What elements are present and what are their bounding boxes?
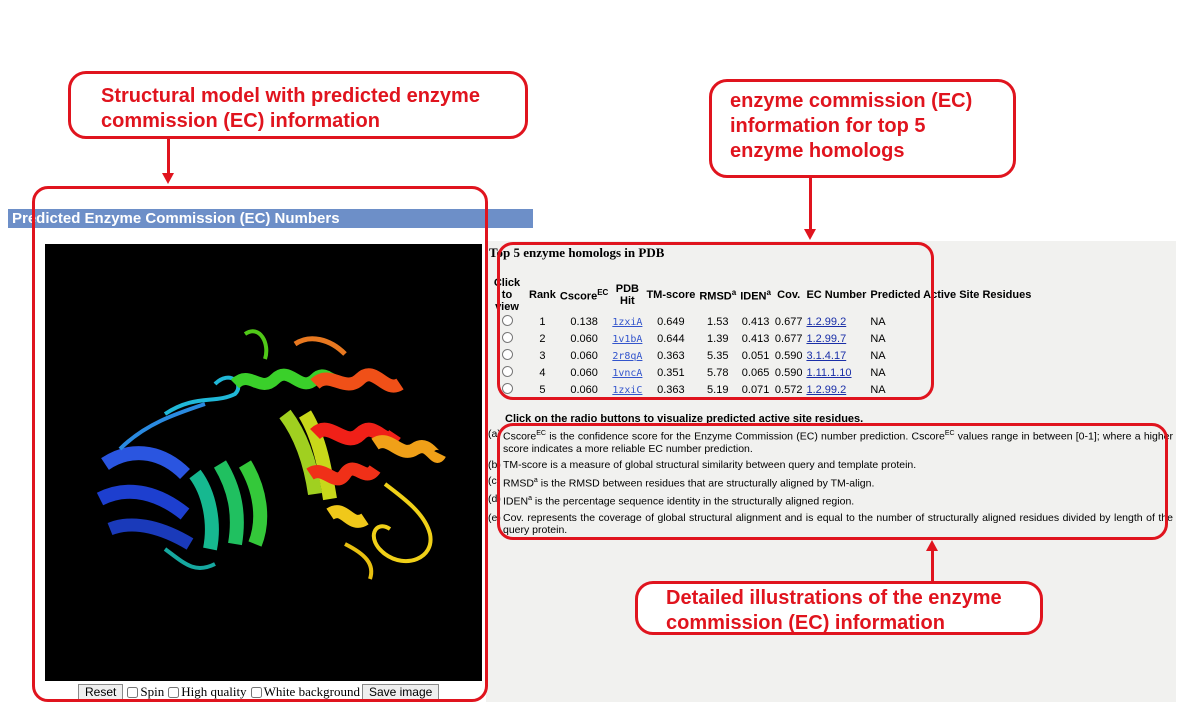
rmsd-cell: 5.19 [707, 383, 729, 396]
tm-score-cell: 0.644 [657, 332, 685, 345]
rank-cell: 4 [539, 366, 546, 379]
cov-cell: 0.590 [774, 366, 803, 379]
cov-cell: 0.590 [774, 349, 803, 362]
footnote-mark: (e) [488, 511, 501, 524]
cov-cell: 0.677 [774, 315, 803, 328]
ec-number-link[interactable]: 1.11.1.10 [806, 366, 852, 379]
homologs-title: Top 5 enzyme homologs in PDB [489, 245, 665, 260]
footnote-text: TM-score is a measure of global structural similarity between query and template protein. [503, 458, 917, 471]
tm-score-cell: 0.351 [657, 366, 685, 379]
pdb-hit-link[interactable]: 2r8qA [612, 350, 643, 362]
tm-score-cell: 0.363 [657, 383, 685, 396]
pdb-hit-link[interactable]: 1vncA [612, 367, 643, 379]
cscore-cell: 0.060 [570, 366, 598, 379]
structural-model-callout: Structural model with predicted enzyme commission (EC) information [68, 71, 528, 139]
cov-cell: 0.677 [774, 332, 803, 345]
tm-score-cell: 0.363 [657, 349, 685, 362]
col-tm-score: TM-score [646, 289, 696, 301]
cscore-cell: 0.138 [570, 315, 598, 328]
col-ec-number: EC Number [806, 289, 867, 301]
col-iden: IDEN$^a$ [740, 288, 771, 303]
rank-cell: 5 [539, 383, 546, 396]
footnote-text: IDEN$^a$ is the percentage sequence identity in the structurally aligned region. [503, 495, 855, 508]
white-background-label: White background [263, 684, 360, 699]
arrow-shaft [809, 178, 812, 230]
col-rmsd: RMSD$^a$ [699, 288, 737, 303]
footnote-mark: (a) [488, 428, 501, 440]
footnotes-frame [497, 423, 1168, 540]
footnote-text: Cscore$^{EC}$ is the confidence score for the Enzyme Commission (EC) number prediction. Cscore$^{EC}$ values range in between [0-1]; where a higher score indicates a more reliable EC number prediction. [503, 430, 1174, 455]
rank-cell: 3 [539, 349, 546, 362]
footnote-text: RMSD$^a$ is the RMSD between residues that are structurally aligned by TM-align. [503, 476, 875, 489]
col-pdb-hit: PDB Hit [615, 283, 639, 307]
arrow-shaft [931, 550, 934, 582]
footnote-mark: (d) [488, 493, 501, 505]
cscore-cell: 0.060 [570, 349, 598, 362]
ec-number-link[interactable]: 3.1.4.17 [806, 349, 847, 362]
arrow-down-icon [804, 229, 816, 240]
footnote-mark: (c) [488, 474, 501, 487]
iden-cell: 0.065 [741, 366, 770, 379]
radio-instruction: Click on the radio buttons to visualize predicted active site residues. [505, 413, 864, 425]
tm-score-cell: 0.649 [657, 315, 685, 328]
col-click-to-view: Click to view [493, 277, 521, 313]
pdb-hit-link[interactable]: 1v1bA [612, 333, 643, 345]
pdb-hit-link[interactable]: 1zxiC [612, 384, 643, 396]
iden-cell: 0.071 [741, 383, 770, 396]
ec-number-link[interactable]: 1.2.99.2 [806, 315, 847, 328]
section-title-bar: Predicted Enzyme Commission (EC) Numbers [8, 209, 533, 228]
active-site-cell: NA [870, 332, 886, 345]
rank-cell: 2 [539, 332, 546, 345]
active-site-cell: NA [870, 315, 886, 328]
rmsd-cell: 5.78 [707, 366, 729, 379]
ec-number-link[interactable]: 1.2.99.7 [806, 332, 847, 345]
rmsd-cell: 1.39 [707, 332, 729, 345]
top5-callout: enzyme commission (EC) information for top 5 enzyme homologs [709, 79, 1016, 178]
homologs-frame [497, 242, 934, 400]
arrow-shaft [167, 139, 170, 174]
structural-model-frame [32, 186, 488, 702]
rmsd-cell: 5.35 [707, 349, 729, 362]
cscore-cell: 0.060 [570, 332, 598, 345]
footnote-text: Cov. represents the coverage of global structural alignment and is equal to the number of structurally aligned residues divided by length of the query protein. [503, 511, 1173, 536]
cov-cell: 0.572 [774, 383, 803, 396]
active-site-cell: NA [870, 383, 886, 396]
reset-button[interactable]: Reset [78, 684, 123, 701]
cscore-cell: 0.060 [570, 383, 598, 396]
active-site-cell: NA [870, 349, 886, 362]
detailed-callout: Detailed illustrations of the enzyme commission (EC) information [635, 581, 1043, 635]
high-quality-label: High quality [181, 684, 247, 699]
col-cov: Cov. [777, 289, 801, 301]
arrow-down-icon [162, 173, 174, 184]
iden-cell: 0.413 [741, 332, 770, 345]
col-cscore: Cscore$^{EC}$ [559, 288, 609, 303]
col-predicted-active-site: Predicted Active Site Residues [870, 289, 1032, 301]
iden-cell: 0.413 [741, 315, 770, 328]
ec-number-link[interactable]: 1.2.99.2 [806, 383, 847, 396]
spin-label: Spin [140, 684, 165, 699]
rank-cell: 1 [539, 315, 546, 328]
active-site-cell: NA [870, 366, 886, 379]
col-rank: Rank [529, 289, 556, 301]
footnote-mark: (b) [488, 458, 501, 471]
rmsd-cell: 1.53 [707, 315, 729, 328]
pdb-hit-link[interactable]: 1zxiA [612, 316, 643, 328]
iden-cell: 0.051 [741, 349, 770, 362]
save-image-button[interactable]: Save image [362, 684, 439, 701]
